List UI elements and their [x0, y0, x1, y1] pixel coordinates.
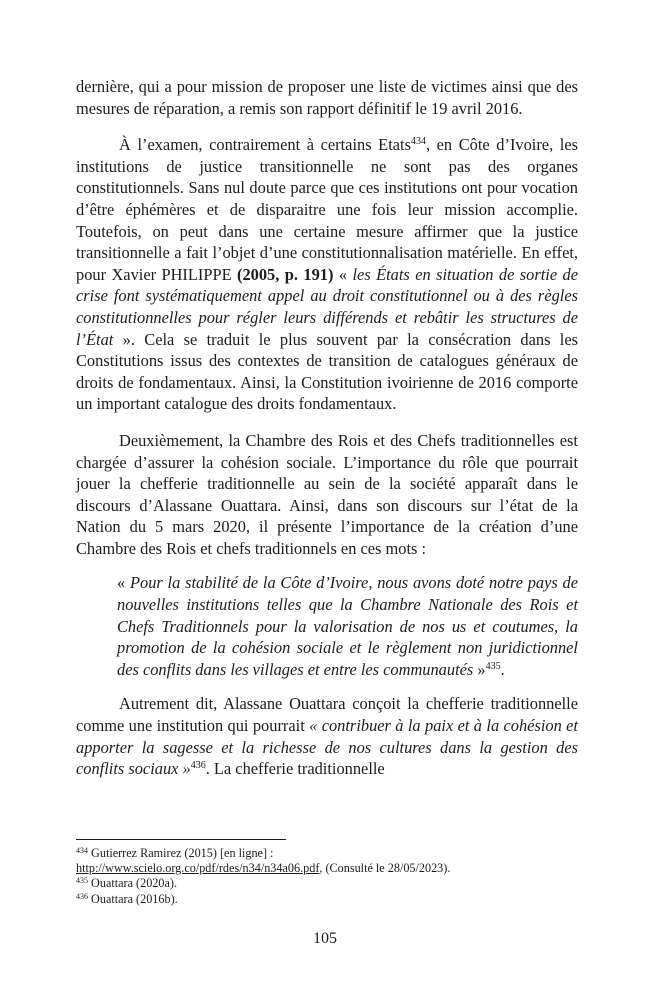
footnote-ref-436[interactable]: 436 [190, 760, 206, 772]
paragraph-2-text-d: ». Cela se traduit le plus souvent par la consécration dans les Constitutions issus des contextes de transition de catalogues généraux de droits de fondamentaux. Ainsi, la Constitution ivoirienne de 2016 comporte un important catalogue des droits fondamentaux. [76, 329, 578, 414]
footnote-434 [76, 846, 596, 876]
footnote-435 [76, 876, 596, 891]
quote-text: Pour la stabilité de la Côte d’Ivoire, nous avons doté notre pays de nouvelles institutions telles que la Chambre Nationale des Rois et Chefs Traditionnels pour la valorisation de nos us et coutumes, la promotion de la cohésion sociale et le règlement non juridictionnel des conflits dans les villages et entre les communautés [117, 573, 579, 679]
footnote-ref-434[interactable]: 434 [410, 136, 426, 148]
page-number: 105 [313, 930, 337, 947]
footnote-number: 436 [76, 891, 88, 901]
paragraph-4-text-b: . La chefferie traditionnelle [205, 759, 385, 779]
paragraph-2-text-c: « [333, 264, 353, 284]
paragraph-2-quote: les États en situation de sortie de crise font systématiquement appel au droit constitutionnel ou à des règles constitutionnelles pour régler leurs différends et rebâtir les structures de l’État [76, 264, 579, 349]
paragraph-4-quote: « contribuer à la paix et à la cohésion et apporter la sagesse et la richesse de nos cultures dans la gestion des conflits sociaux » [76, 716, 578, 779]
footnote-link[interactable]: http://www.scielo.org.co/pdf/rdes/n34/n34a06.pdf [76, 861, 320, 876]
body-text [76, 76, 578, 780]
footnote-number: 434 [76, 846, 88, 855]
citation-bold: (2005, p. 191) [237, 264, 334, 284]
footnote-text: Ouattara (2016b). [91, 891, 178, 906]
footnote-separator [76, 839, 286, 840]
paragraph-1: dernière, qui a pour mission de proposer une liste de victimes ainsi que des mesures de réparation, a remis son rapport définitif le 19 avril 2016. [76, 77, 578, 118]
paragraph-4-text-a: Autrement dit, Alassane Ouattara conçoit la chefferie traditionnelle comme une institution qui pourrait [76, 694, 578, 736]
quote-end: . [500, 659, 505, 679]
footnote-ref-435[interactable]: 435 [485, 660, 501, 672]
footnote-text: Gutierrez Ramirez (2015) [en ligne] : [91, 846, 274, 860]
paragraph-2-text-a: À l’examen, contrairement à certains Etats [119, 135, 411, 155]
block-quote [117, 572, 578, 680]
paragraph-3: Deuxièmement, la Chambre des Rois et des Chefs traditionnelles est chargée d’assurer la cohésion sociale. L’importance du rôle que pourrait jouer la chefferie traditionnelle au sein de la société apparaît dans le discours d’Alassane Ouattara. Ainsi, dans son discours sur l’état de la Nation du 5 mars 2020, il présente l’importance de la création d’une Chambre des Rois et chefs traditionnels en ces mots : [76, 430, 578, 558]
paragraph-2 [76, 134, 578, 415]
footnote-text-after-link: , (Consulté le 28/05/2023). [319, 861, 451, 876]
footnote-number: 435 [76, 876, 88, 886]
quote-open: « [117, 573, 130, 593]
footnote-436 [76, 892, 596, 907]
footnote-text: Ouattara (2020a). [91, 876, 177, 891]
paragraph-2-text-b: , en Côte d’Ivoire, les institutions de justice transitionnelle ne sont pas des organes constitutionnels. Sans nul doute parce que ces institutions ont pour vocation d’être éphémères et de disparaitre une fois leur mission accomplie. Toutefois, on peut dans une certaine mesure affirmer que la justice transitionnelle a fait l’objet d’une constitutionnalisation matérielle. En effet, pour Xavier PHILIPPE [76, 135, 578, 284]
footnotes [76, 846, 596, 907]
quote-close: » [473, 659, 486, 679]
paragraph-4 [76, 693, 578, 779]
